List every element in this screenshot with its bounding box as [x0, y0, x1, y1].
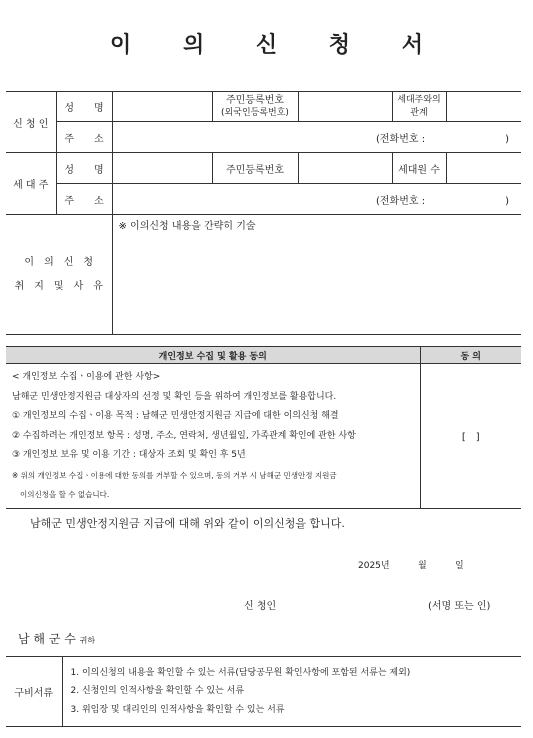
applicant-section-label: 신 청 인 [6, 92, 56, 153]
signature-label: 신 청인 [244, 601, 277, 612]
consent-table [6, 346, 521, 509]
reason-label-line1: 이 의 신 청 [24, 256, 94, 268]
consent-checkbox[interactable]: [ ] [420, 364, 521, 509]
rrn-label-text: 주민등록번호 [226, 94, 284, 106]
householder-rrn-label: 주민등록번호 [212, 153, 298, 184]
householder-members-label: 세대원 수 [392, 153, 446, 184]
householder-address-label: 주 소 [56, 184, 112, 215]
statement-text: 남해군 민생안정지원금 지급에 대해 위와 같이 이의신청을 합니다. [30, 517, 345, 530]
householder-name-field[interactable] [112, 153, 212, 184]
date-year: 2025년 [358, 561, 390, 571]
signature-hint[interactable]: (서명 또는 인) [428, 601, 491, 612]
applicant-rrn-label [212, 92, 298, 122]
documents-label: 구비서류 [6, 657, 62, 727]
documents-table [6, 656, 521, 727]
householder-rrn-field[interactable] [298, 153, 392, 184]
reason-hint: ※ 이의신청 내용을 간략히 기술 [118, 221, 256, 232]
consent-note-line2: 이의신청을 할 수 없습니다. [20, 489, 110, 499]
page-title: 이 의 신 청 서 [110, 33, 445, 58]
recipient-name: 남 해 군 수 [18, 632, 76, 646]
document-item: 3. 위임장 및 대리인의 인적사항을 확인할 수 있는 서류 [70, 704, 285, 715]
applicant-rrn-field[interactable] [298, 92, 392, 122]
householder-address-field[interactable] [112, 184, 521, 215]
rrn-sublabel-text: (외국인등록번호) [221, 107, 289, 118]
consent-agree-header: 동 의 [420, 347, 521, 364]
documents-list [62, 657, 521, 727]
applicant-relation-field[interactable] [446, 92, 521, 122]
consent-note-line1: ※ 위의 개인정보 수집ㆍ이용에 대한 동의를 거부할 수 있으며, 동의 거부 시 남해군 민생안정 지원금 [12, 470, 337, 480]
relation-label-line1: 세대주와의 [397, 94, 441, 105]
applicant-relation-label [392, 92, 446, 122]
reason-field[interactable] [112, 215, 521, 335]
applicant-name-field[interactable] [112, 92, 212, 122]
householder-section-label: 세 대 주 [6, 153, 56, 215]
applicant-phone-label: (전화번호 : ) [376, 133, 509, 145]
relation-label-line2: 관계 [410, 107, 428, 118]
reason-label [6, 215, 112, 335]
applicant-address-label: 주 소 [56, 122, 112, 153]
consent-header: 개인정보 수집 및 활용 동의 [6, 347, 420, 364]
consent-body [6, 364, 420, 509]
consent-line: 남해군 민생안정지원금 대상자의 선정 및 확인 등을 위하여 개인정보를 활용합니다. [12, 391, 337, 402]
consent-line: < 개인정보 수집ㆍ이용에 관한 사항> [12, 372, 161, 382]
applicant-address-field[interactable] [112, 122, 521, 153]
document-item: 1. 이의신청의 내용을 확인할 수 있는 서류(담당공무원 확인사항에 포함된 서류는 제외) [70, 667, 411, 678]
recipient [18, 630, 95, 647]
reason-label-line2: 취 지 및 사 유 [14, 280, 103, 292]
consent-line: ① 개인정보의 수집ㆍ이용 목적 : 남해군 민생안정지원금 지급에 대한 이의신청 해결 [12, 411, 339, 421]
application-form-table [6, 91, 521, 335]
date-day: 일 [455, 561, 464, 571]
householder-phone-label: (전화번호 : ) [376, 195, 509, 207]
householder-members-field[interactable] [446, 153, 521, 184]
consent-line: ③ 개인정보 보유 및 이용 기간 : 대상자 조회 및 확인 후 5년 [12, 450, 246, 460]
date-month: 월 [418, 561, 427, 571]
recipient-suffix: 귀하 [79, 636, 96, 645]
householder-name-label: 성 명 [56, 153, 112, 184]
document-item: 2. 신청인의 인적사항을 확인할 수 있는 서류 [70, 686, 245, 697]
consent-line: ② 수집하려는 개인정보 항목 : 성명, 주소, 연락처, 생년월일, 가족관계 확인에 관한 사항 [12, 430, 356, 441]
applicant-name-label: 성 명 [56, 92, 112, 122]
